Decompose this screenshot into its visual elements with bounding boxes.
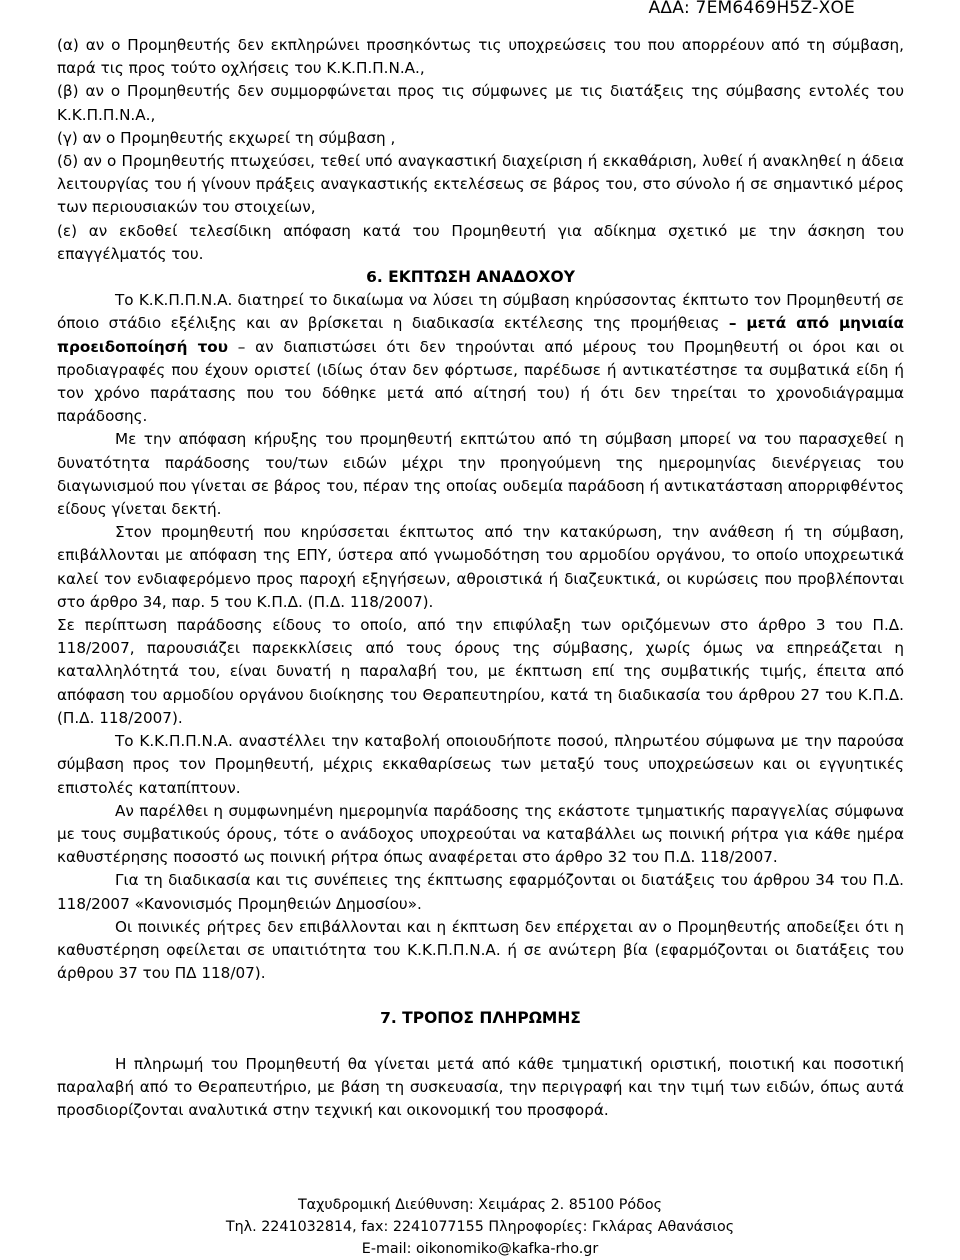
- section-6-heading: 6. ΕΚΠΤΩΣΗ ΑΝΑΔΟΧΟΥ: [366, 268, 575, 287]
- ada-code: ΑΔΑ: 7ΕΜ6469Η5Ζ-ΧΟΕ: [648, 0, 855, 18]
- paragraph-payment-suspension: Το Κ.Κ.Π.Π.Ν.Α. αναστέλλει την καταβολή οποιουδήποτε ποσού, πληρωτέου σύμφωνα με την παρούσα σύμβαση προς τον Προμηθευτή, μέχρις εκκαθαρίσεως των μεταξύ τους υποχρεώσεων και οι εγγυητικές επιστολές καταπίπτουν.: [57, 732, 904, 797]
- document-body: [57, 34, 904, 1122]
- clause-b: (β) αν ο Προμηθευτής δεν συμμορφώνεται προς τις σύμφωνες με τις διατάξεις της σύμβασης εντολές του Κ.Κ.Π.Π.Ν.Α.,: [57, 82, 904, 124]
- paragraph-force-majeure: Οι ποινικές ρήτρες δεν επιβάλλονται και η έκπτωση δεν επέρχεται αν ο Προμηθευτής αποδείξει ότι η καθυστέρηση οφείλεται σε υπαιτιότητα του Κ.Κ.Π.Π.Ν.Α. ή σε ανώτερη βία (εφαρμόζονται οι διατάξεις του άρθρου 37 του ΠΔ 118/07).: [57, 917, 904, 983]
- paragraph-delay-penalty: Αν παρέλθει η συμφωνημένη ημερομηνία παράδοσης της εκάστοτε τμηματικής παραγγελίας σύμφωνα με τους συμβατικούς όρους, τότε ο ανάδοχος υποχρεούται να καταβάλλει ως ποινική ρήτρα για κάθε ημέρα καθυστέρησης ποσοστό ως ποινική ρήτρα όπως αναφέρεται στο άρθρο 32 του Π.Δ. 118/2007.: [57, 801, 904, 867]
- paragraph-sanctions: Στον προμηθευτή που κηρύσσεται έκπτωτος από την κατακύρωση, την ανάθεση ή τη σύμβαση, επιβάλλονται με απόφαση της ΕΠΥ, ύστερα από γνωμοδότηση του αρμοδίου οργάνου, το οποίο υποχρεωτικά καλεί τον ενδιαφερόμενο προς παροχή εξηγήσεων, αθροιστικά ή διαζευκτικά, οι κυρώσεις που προβλέπονται στο άρθρο 34, παρ. 5 του Κ.Π.Δ. (Π.Δ. 118/2007).: [57, 523, 904, 611]
- paragraph-payment: Η πληρωμή του Προμηθευτή θα γίνεται μετά από κάθε τμηματική οριστική, ποιοτική και ποσοτική παραλαβή από το Θεραπευτήριο, με βάση τη συσκευασία, την περιγραφή και την τιμή των ειδών, όπως αυτά προσδιορίζονται αναλυτικά στην τεχνική και οικονομική του προσφορά.: [57, 1054, 904, 1119]
- paragraph-deviations: Σε περίπτωση παράδοσης είδους το οποίο, από την επιφύλαξη των οριζόμενων στο άρθρο 3 του Π.Δ. 118/2007, παρουσιάζει παρεκκλίσεις από τους όρους της σύμβασης, χωρίς όμως να επηρεάζεται η καταλληλότητά του, είναι δυνατή η παραλαβή του, με έκπτωση επί της συμβατικής τιμής, έπειτα από απόφαση του αρμοδίου οργάνου διοίκησης του Θεραπευτηρίου, κατά τη διαδικασία του άρθρου 27 του Κ.Π.Δ. (Π.Δ. 118/2007).: [57, 616, 904, 727]
- footer-phones: Τηλ. 2241032814, fax: 2241077155 Πληροφορίες: Γκλάρας Αθανάσιος: [225, 1219, 735, 1235]
- clause-a: (α) αν ο Προμηθευτής δεν εκπληρώνει προσηκόντως τις υποχρεώσεις του που απορρέουν από τη σύμβαση, παρά τις προς τούτο οχλήσεις του Κ.Κ.Π.Π.Ν.Α.,: [57, 36, 904, 78]
- footer: [0, 1194, 960, 1260]
- paragraph-termination-end: – αν διαπιστώσει ότι δεν τηρούνται από μέρους του Προμηθευτή οι όροι και οι προδιαγραφές που έχουν οριστεί (ιδίως όταν δεν φόρτωσε, παρέδωσε ή αντικατέστησε τα συμβατικά είδη ή τον χρόνο παράτασης που του δόθηκε μετά από αίτησή του) ή ότι δεν τηρείται το χρονοδιάγραμμα παράδοσης.: [57, 337, 904, 426]
- footer-email: E-mail: oikonomiko@kafka-rho.gr: [361, 1241, 599, 1257]
- paragraph-procedure: Για τη διαδικασία και τις συνέπειες της έκπτωσης εφαρμόζονται οι διατάξεις του άρθρου 34 του Π.Δ. 118/2007 «Κανονισμός Προμηθειών Δημοσίου».: [57, 871, 904, 913]
- paragraph-termination-start: Το Κ.Κ.Π.Π.Ν.Α. διατηρεί το δικαίωμα να λύσει τη σύμβαση κηρύσσοντας έκπτωτο τον Προμηθευτή σε όποιο στάδιο εξέλιξης και αν βρίσκεται η διαδικασία εκτέλεσης της προμήθειας: [57, 291, 904, 333]
- footer-address: Ταχυδρομική Διεύθυνση: Χειμάρας 2. 85100 Ρόδος: [297, 1197, 663, 1213]
- clause-d: (δ) αν ο Προμηθευτής πτωχεύσει, τεθεί υπό αναγκαστική διαχείριση ή εκκαθάριση, λυθεί ή ανακληθεί η άδεια λειτουργίας του ή γίνουν πράξεις αναγκαστικής εκτελέσεως σε βάρος του, στο σύνολο ή σε σημαντικό μέρος των περιουσιακών του στοιχείων,: [57, 152, 904, 217]
- paragraph-termination-bold: – μετά από μηνιαία προειδοποίησή του: [57, 314, 904, 356]
- clause-e: (ε) αν εκδοθεί τελεσίδικη απόφαση κατά του Προμηθευτή για αδίκημα σχετικό με την άσκηση του επαγγέλματός του.: [57, 221, 904, 263]
- paragraph-termination: [57, 289, 904, 428]
- section-7-heading: 7. ΤΡΟΠΟΣ ΠΛΗΡΩΜΗΣ: [380, 1009, 581, 1028]
- clause-c: (γ) αν ο Προμηθευτής εκχωρεί τη σύμβαση ,: [57, 128, 396, 147]
- paragraph-delivery-option: Με την απόφαση κήρυξης του προμηθευτή εκπτώτου από τη σύμβαση μπορεί να του παρασχεθεί η δυνατότητα παράδοσης του/των ειδών μέχρι την προηγούμενη της ημερομηνίας διενέργειας του διαγωνισμού που γίνεται σε βάρος του, πέραν της οποίας ουδεμία παράδοση ή αντικατάσταση απορριφθέντος είδους γίνεται δεκτή.: [57, 430, 904, 519]
